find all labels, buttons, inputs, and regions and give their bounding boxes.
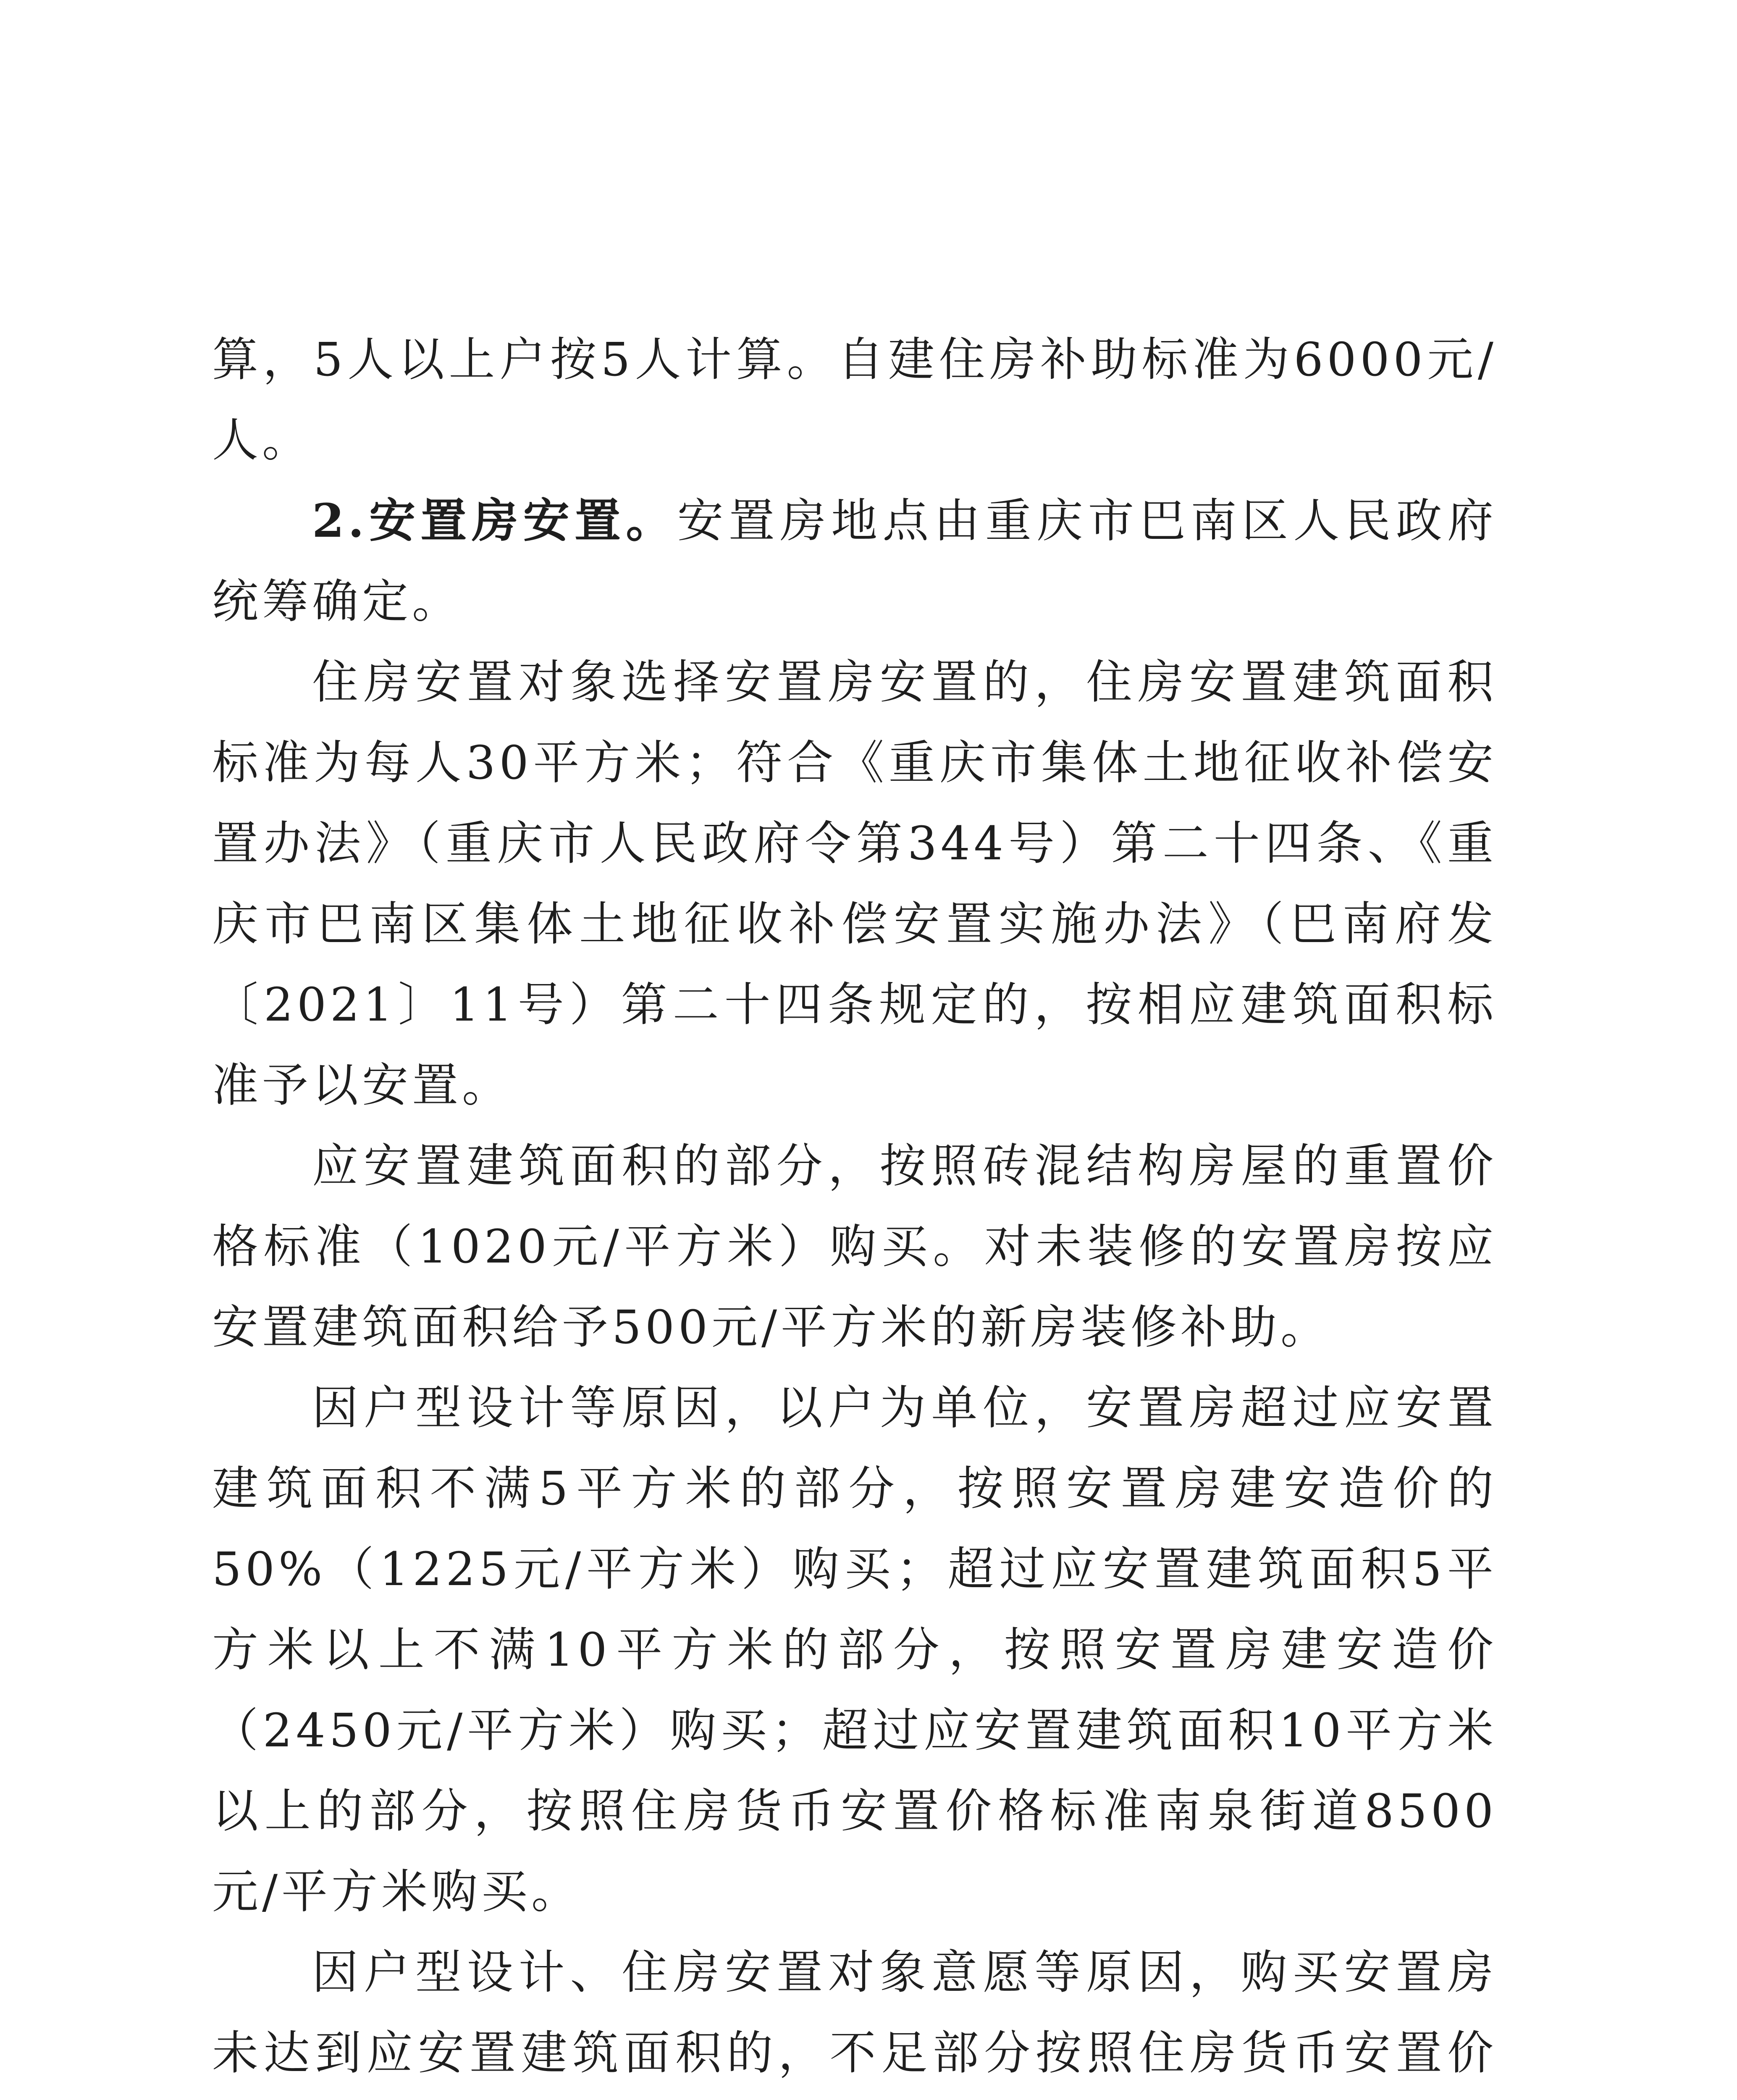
- section-heading-2: 2.安置房安置。: [312, 494, 677, 548]
- paragraph-5: [212, 1368, 1497, 1932]
- body-text: [212, 319, 1497, 2100]
- paragraph-3-text: 住房安置对象选择安置房安置的，住房安置建筑面积标准为每人30平方米；符合《重庆市集体土地征收补偿安置办法》（重庆市人民政府令第344号）第二十四条、《重庆市巴南区集体土地征收补偿安置实施办法》（巴南府发〔2021〕11号）第二十四条规定的，按相应建筑面积标准予以安置。: [212, 655, 1497, 1112]
- paragraph-3: [212, 642, 1497, 1126]
- paragraph-6-text: 因户型设计、住房安置对象意愿等原因，购买安置房未达到应安置建筑面积的，不足部分按照住房货币安置价: [212, 1945, 1497, 2080]
- paragraph-4: [212, 1126, 1497, 1368]
- paragraph-1-text: 算，5人以上户按5人计算。自建住房补助标准为6000元/人。: [212, 333, 1497, 467]
- paragraph-1: [212, 319, 1497, 480]
- paragraph-4-text: 应安置建筑面积的部分，按照砖混结构房屋的重置价格标准（1020元/平方米）购买。对未装修的安置房按应安置建筑面积给予500元/平方米的新房装修补助。: [212, 1139, 1497, 1354]
- paragraph-2-text: 安置房地点由重庆市巴南区人民政府统筹确定。: [212, 494, 1497, 628]
- paragraph-2: [212, 480, 1497, 642]
- paragraph-6: [212, 1932, 1497, 2100]
- paragraph-5-text: 因户型设计等原因，以户为单位，安置房超过应安置建筑面积不满5平方米的部分，按照安置房建安造价的50%（1225元/平方米）购买；超过应安置建筑面积5平方米以上不满10平方米的部分，按照安置房建安造价（2450元/平方米）购买；超过应安置建筑面积10平方米以上的部分，按照住房货币安置价格标准南泉街道8500元/平方米购买。: [212, 1381, 1497, 1919]
